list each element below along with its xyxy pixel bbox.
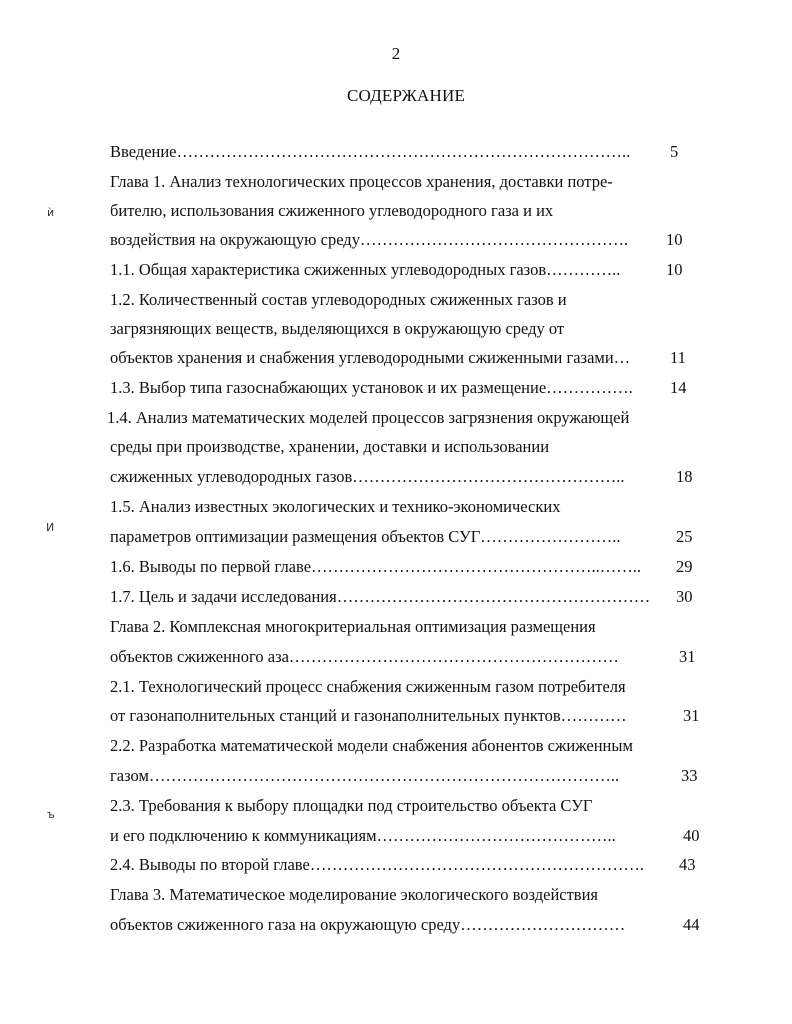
toc-entry-1-4-cont: среды при производстве, хранении, доставки и использовании — [110, 437, 550, 456]
toc-entry-2-2-cont: газом………………………………………………………………………….. — [110, 766, 620, 785]
toc-page-1-6: 29 — [676, 557, 693, 576]
margin-mark: ѝ — [47, 206, 55, 219]
toc-page-2-3: 40 — [683, 826, 700, 845]
toc-entry-1-5: 1.5. Анализ известных экологических и технико-экономических — [110, 497, 561, 516]
toc-entry-1-5-cont: параметров оптимизации размещения объектов СУГ…………………….. — [110, 527, 621, 546]
toc-entry-ch1-cont: воздействия на окружающую среду…………………………………………. — [110, 230, 629, 249]
toc-entry-ch3: Глава 3. Математическое моделирование экологического воздействия — [110, 885, 599, 904]
toc-page-1-3: 14 — [670, 378, 687, 397]
toc-page-2-2: 33 — [681, 766, 698, 785]
toc-entry-ch1: Глава 1. Анализ технологических процессов хранения, доставки потре- — [110, 172, 613, 191]
toc-entry-2-3: 2.3. Требования к выбору площадки под строительство объекта СУГ — [110, 796, 593, 815]
toc-page-ch2: 31 — [679, 647, 696, 666]
toc-entry-1-4: 1.4. Анализ математических моделей процессов загрязнения окружающей — [107, 408, 630, 427]
toc-entry-1-4-cont: сжиженных углеводородных газов………………………………………….. — [110, 467, 625, 486]
toc-page-1-2: 11 — [670, 348, 686, 367]
toc-page-ch3: 44 — [683, 915, 700, 934]
toc-entry-2-2: 2.2. Разработка математической модели снабжения абонентов сжиженным — [110, 736, 633, 755]
toc-entry-ch3-cont: объектов сжиженного газа на окружающую среду………………………… — [110, 915, 626, 934]
toc-entry-ch1-cont: бителю, использования сжиженного углеводородного газа и их — [110, 201, 554, 220]
toc-entry-1-1: 1.1. Общая характеристика сжиженных углеводородных газов………….. — [110, 260, 621, 279]
toc-entry-1-2: 1.2. Количественный состав углеводородных сжиженных газов и — [110, 290, 567, 309]
toc-entry-1-2-cont: загрязняющих веществ, выделяющихся в окружающую среду от — [110, 319, 565, 338]
margin-mark: ъ — [47, 808, 55, 821]
toc-page-ch1: 10 — [666, 230, 683, 249]
toc-entry-intro: Введение……………………………………………………………………….. — [110, 142, 631, 161]
toc-entry-1-6: 1.6. Выводы по первой главе……………………………………………..…….. — [110, 557, 642, 576]
toc-page-1-5: 25 — [676, 527, 693, 546]
toc-page-1-7: 30 — [676, 587, 693, 606]
toc-entry-ch2: Глава 2. Комплексная многокритериальная оптимизация размещения — [110, 617, 596, 636]
toc-entry-2-1-cont: от газонаполнительных станций и газонаполнительных пунктов………… — [110, 706, 627, 725]
toc-entry-1-3: 1.3. Выбор типа газоснабжающих установок и их размещение……………. — [110, 378, 633, 397]
margin-mark: И — [46, 521, 55, 534]
toc-entry-ch2-cont: объектов сжиженного аза…………………………………………………… — [110, 647, 619, 666]
toc-entry-1-7: 1.7. Цель и задачи исследования………………………………………………… — [110, 587, 651, 606]
page-title: СОДЕРЖАНИЕ — [346, 86, 466, 105]
toc-page-1-1: 10 — [666, 260, 683, 279]
toc-page-1-4: 18 — [676, 467, 693, 486]
page-number: 2 — [391, 44, 401, 63]
toc-entry-2-4: 2.4. Выводы по второй главе……………………………………………………. — [110, 855, 644, 874]
toc-page-intro: 5 — [670, 142, 679, 161]
toc-entry-2-3-cont: и его подключению к коммуникациям…………………………………….. — [110, 826, 616, 845]
toc-entry-2-1: 2.1. Технологический процесс снабжения сжиженным газом потребителя — [110, 677, 626, 696]
toc-page-2-4: 43 — [679, 855, 696, 874]
toc-page-2-1: 31 — [683, 706, 700, 725]
toc-entry-1-2-cont: объектов хранения и снабжения углеводородными сжиженными газами… — [110, 348, 631, 367]
